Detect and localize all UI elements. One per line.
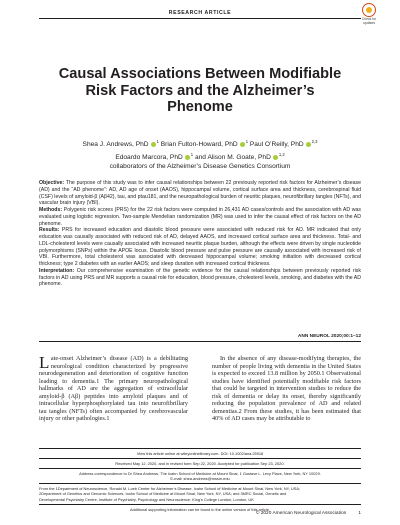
received-line: Received May 12, 2020, and in revised form Sep 22, 2020. Accepted for publication Sep 23, 2020. bbox=[115, 461, 285, 467]
affiliation-line: Developmental Psychiatry Centre, Institute of Psychiatry, Psychology and Neuroscience, King’s College London, London, UK bbox=[39, 496, 254, 502]
orcid-icon[interactable] bbox=[185, 155, 190, 160]
abstract-results: Results: PRS for increased education and diastolic blood pressure were associated with reduced risk for AD. MR indicated that only education was causally associated with reduced risk of AD, delayed AAOS, and increased cortical surface area and thickness. Total- and LDL-cholesterol levels were causally associated with increased neuritic plaque burden, although the effects were driven by single nucleotide polymorphisms (SNPs) within the APOE locus. Diastolic blood pressure and pulse pressure are causally associated with increased risk of VBI. Furthermore, total cholesterol was associated with decreased hippocampal volume; smoking initiation with decreased cortical thickness; type 2 diabetes with an earlier AAOS; and sleep duration with increased cortical thickness. bbox=[39, 227, 361, 267]
badge-label: Check for updates bbox=[361, 17, 377, 25]
copyright-text: © 2020 American Neurological Association bbox=[255, 511, 347, 516]
body-column-right bbox=[212, 355, 361, 423]
intro-paragraph: ate-onset Alzheimer’s disease (AD) is a debilitating neurological condition characterized by progressive neurodegeneration and deterioration of cognitive function leading to dementia.1 The primary neuropathological hallmarks of AD are the aggregation of extracellular amyloid-β (Aβ) peptides into amyloid plaques and of intracellular hyperphosphorylated tau into neurofibrillary tau tangles (NFTs) often accompanied by cerebrovascular injury or other pathologies.1 bbox=[39, 355, 188, 423]
copyright-line bbox=[39, 511, 361, 516]
author-name[interactable]: Alison M. Goate, PhD bbox=[207, 153, 271, 161]
orcid-icon[interactable] bbox=[151, 142, 156, 147]
abstract-methods: Methods: Polygenic risk scores (PRS) for the 22 risk factors were computed in 26,431 AD cases/controls and the association with AD was evaluated using logistic regression. Two-sample Mendelian randomization (MR) was used to infer the causal effect of risk factors on the AD phenome. bbox=[39, 207, 361, 227]
article-title: Causal Associations Between Modifiable Risk Factors and the Alzheimer’s Phenome bbox=[58, 66, 342, 115]
body-paragraph: In the absence of any disease-modifying therapies, the number of people living with dementia in the United States is expected to exceed 13.8 million by 2050.1 Observational studies have identified potentially modifiable risk factors that could be targeted in intervention studies to reduce the risk of dementia or delay its onset, thereby significantly reducing the population prevalence of AD and related dementias.2 From these studies, it has been estimated that 40% of AD cases may be attributable to bbox=[212, 355, 361, 423]
drop-cap: L bbox=[39, 353, 50, 372]
author-name[interactable]: Brian Fulton-Howard, PhD bbox=[160, 141, 238, 149]
check-for-updates-badge[interactable] bbox=[355, 3, 383, 33]
abstract-objective: Objective: The purpose of this study was to infer causal relationships between 22 previously reported risk factors for Alzheimer’s disease (AD) and the “AD phenome”: AD, AD age of onset (AAOS), hippocampal volume, cortical surface area and thickness, cerebrospinal fluid (CSF) levels of amyloid-β (Aβ42), tau, and ptau181, and the neuropathological burden of neuritic plaques, neurofibrillary tangles (NFTs), and vascular brain injury (VBI). bbox=[39, 180, 361, 207]
article-type-label: RESEARCH ARTICLE bbox=[168, 10, 232, 16]
check-updates-icon bbox=[362, 3, 376, 17]
orcid-icon[interactable] bbox=[240, 142, 245, 147]
author-name[interactable]: Paul O’Reilly, PhD bbox=[249, 141, 304, 149]
orcid-icon[interactable] bbox=[273, 155, 278, 160]
consortium-line: collaborators of the Alzheimer’s Disease Genetics Consortium bbox=[109, 163, 291, 171]
email-line[interactable]: E-mail: shea.andrews@mssm.edu bbox=[170, 476, 230, 482]
page-number: 1 bbox=[358, 511, 361, 516]
abstract-interpretation: Interpretation: Our comprehensive examination of the genetic evidence for the causal relationships between previously reported risk factors in AD using PRS and MR supports a causal role for education, blood pressure, cholesterol levels, smoking, and diabetes with the AD phenome. bbox=[39, 267, 361, 288]
affiliation-line: 2Department of Genetics and Genomic Sciences, Icahn School of Medicine at Mount Sinai, New York, NY, USA; and 3MRC Social, Genetic and bbox=[39, 491, 287, 497]
header-divider bbox=[39, 18, 361, 19]
article-footer bbox=[39, 446, 361, 512]
correspondence-line: Address correspondence to Dr Shea Andrews, The Icahn School of Medicine at Mount Sinai, 1 Gustave L. Levy Place, New York, NY 10029. bbox=[79, 471, 321, 477]
abstract bbox=[39, 180, 361, 288]
orcid-icon[interactable] bbox=[306, 142, 311, 147]
abstract-divider bbox=[39, 341, 361, 342]
supporting-info-line: Additional supporting information can be found in the online version of this article. bbox=[130, 506, 270, 512]
journal-citation: ANN NEUROL 2020;00:1–12 bbox=[297, 334, 361, 339]
body-column-left bbox=[39, 355, 188, 423]
affiliation-line: From the 1Department of Neuroscience, Ronald M. Loeb Center for Alzheimer’s Disease, Icahn School of Medicine at Mount Sinai, New York, NY, USA; bbox=[39, 486, 301, 492]
author-name[interactable]: Edoardo Marcora, PhD bbox=[115, 153, 183, 161]
doi-line[interactable]: View this article online at wileyonlinelibrary.com. DOI: 10.1002/ana.25918 bbox=[136, 451, 264, 456]
author-list: Shea J. Andrews, PhD $^1$ Brian Fulton-Howard, PhD $^1$ Paul O’Reilly, PhD $^{2,3}$ Edoardo Marcora, PhD $^1$ and Alison M. Goate, PhD $^{1,2}$ collaborators of the Alzheimer’s Disease Genetics Consortium bbox=[30, 137, 370, 172]
author-name[interactable]: Shea J. Andrews, PhD bbox=[82, 141, 149, 149]
